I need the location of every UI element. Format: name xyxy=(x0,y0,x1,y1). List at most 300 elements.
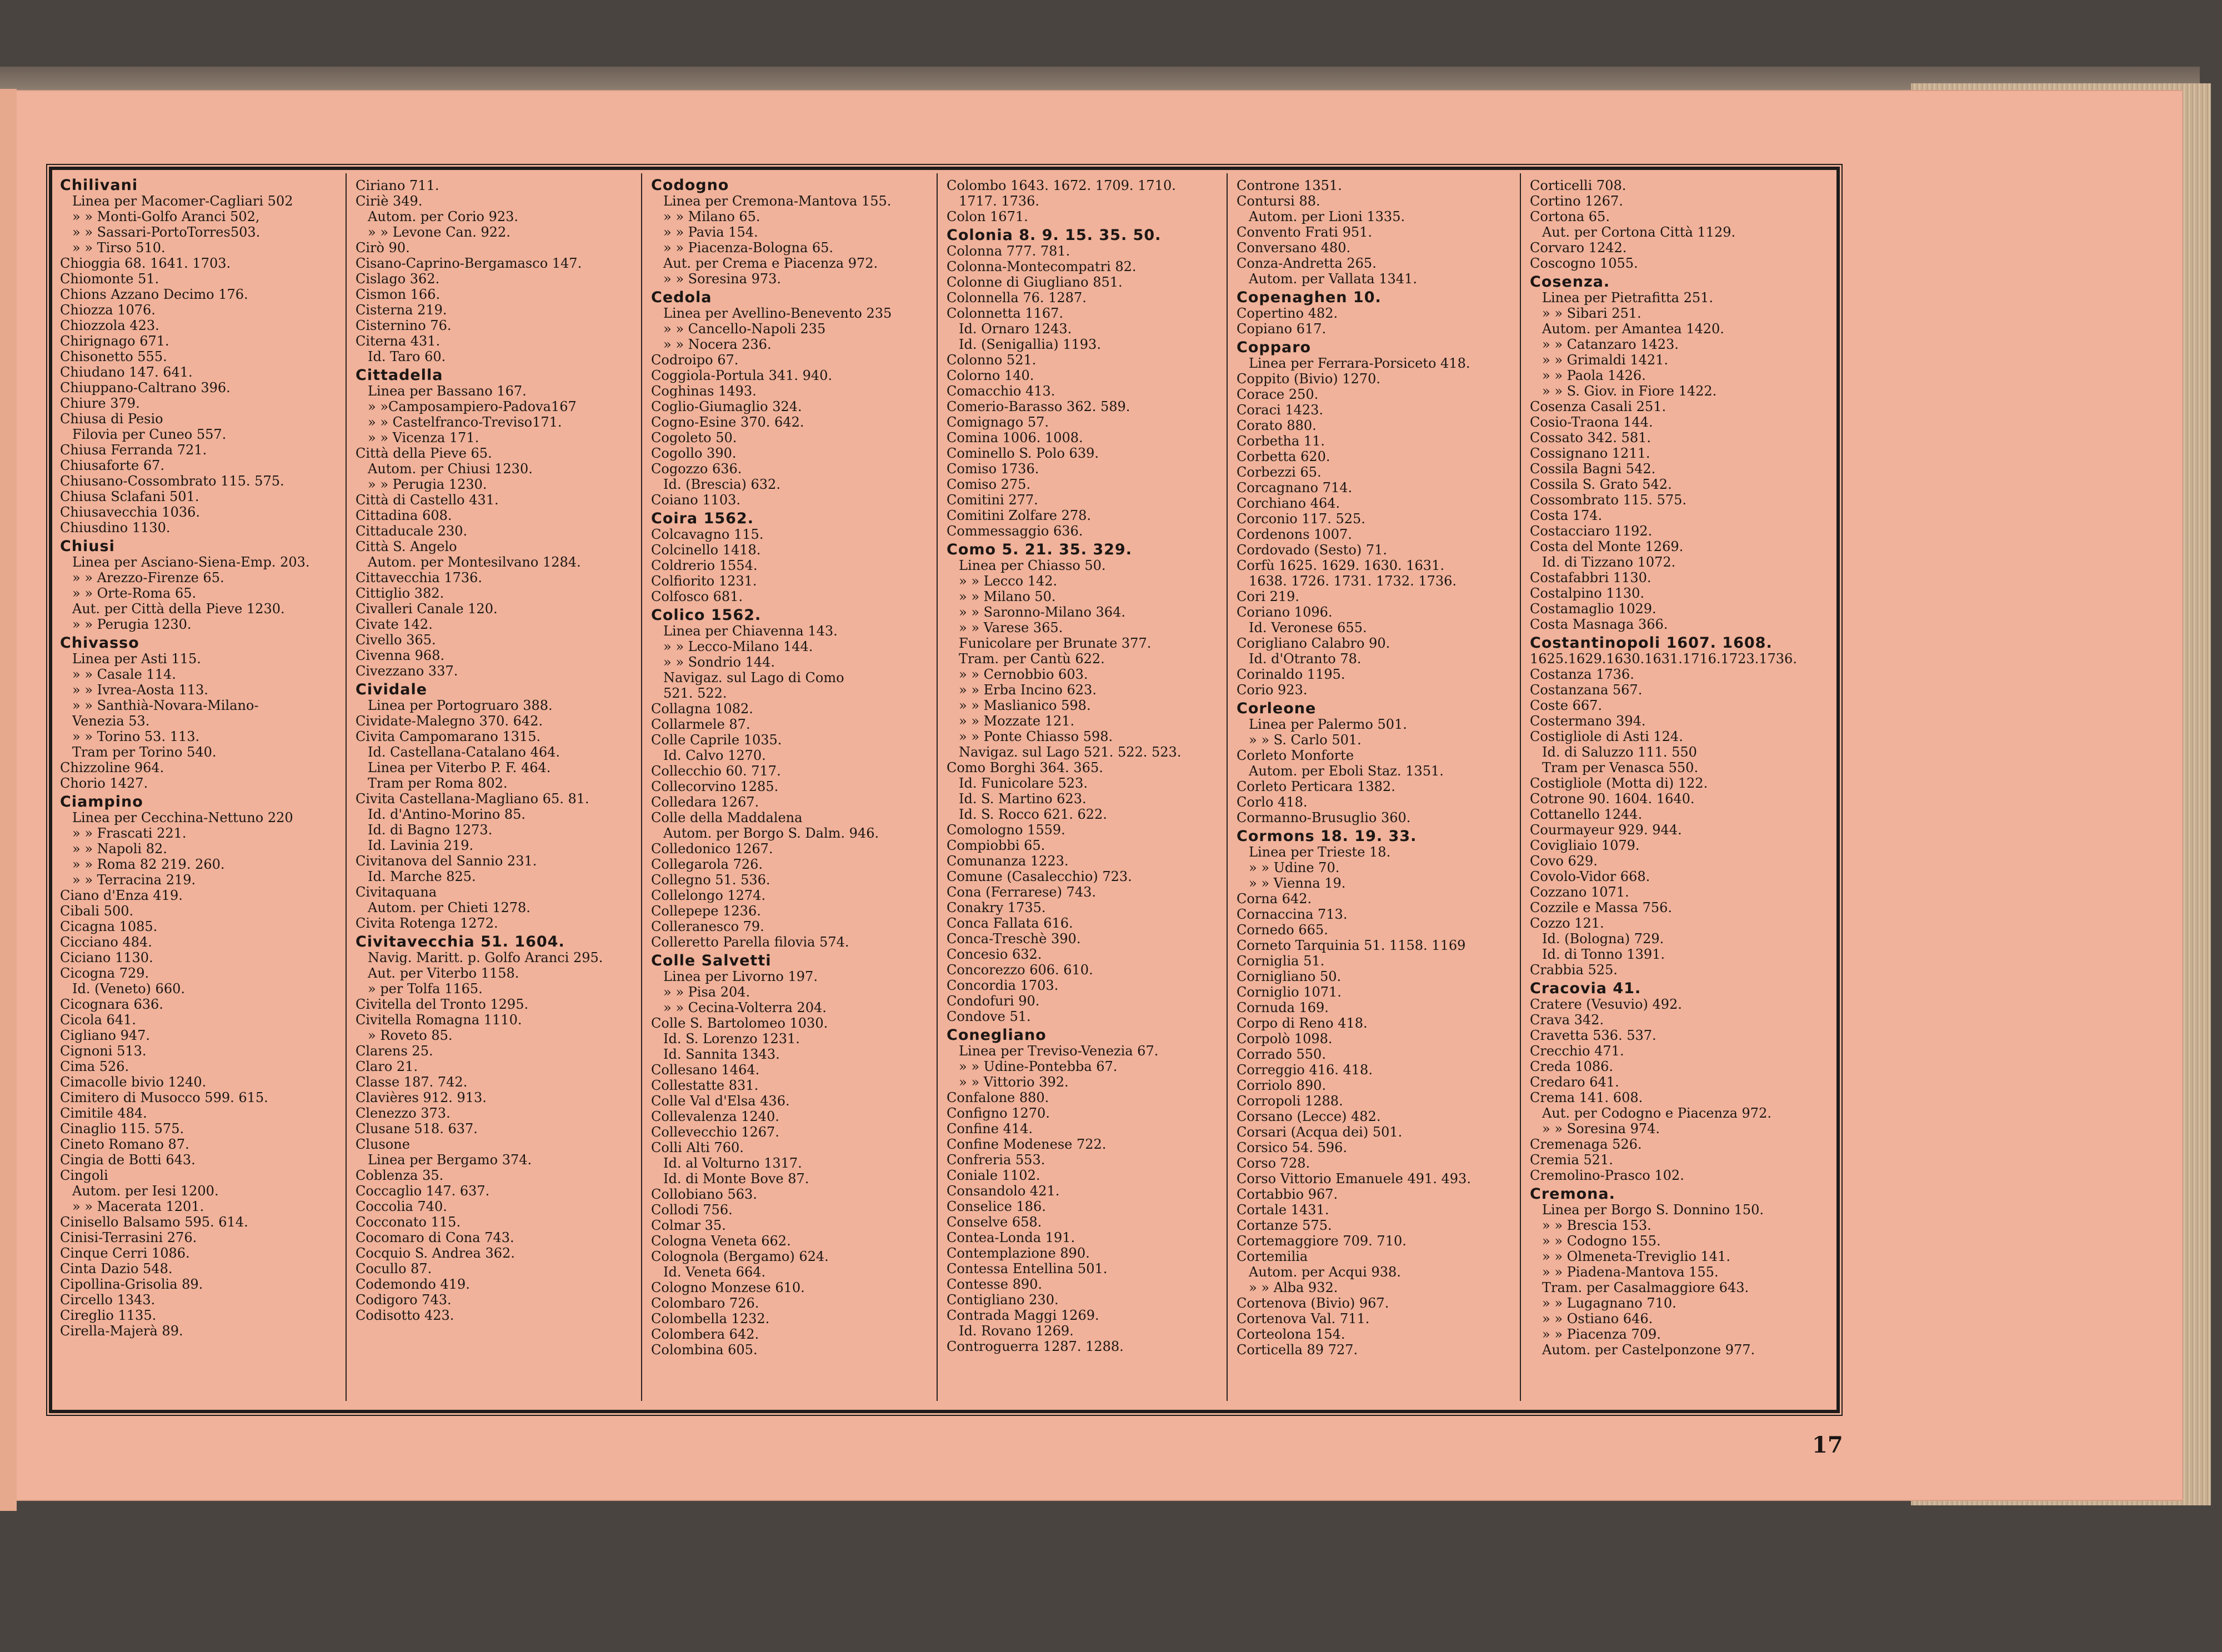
index-entry: Condofuri 90. xyxy=(947,993,1040,1009)
index-entry: Corriolo 890. xyxy=(1237,1078,1327,1093)
index-entry: Id. S. Lorenzo 1231. xyxy=(663,1031,800,1047)
index-entry: Circello 1343. xyxy=(60,1292,156,1308)
index-entry: Codigoro 743. xyxy=(356,1292,452,1308)
index-entry: Corna 642. xyxy=(1237,891,1312,907)
index-entry: » » Ponte Chiasso 598. xyxy=(959,729,1113,744)
index-heading: Chiusi xyxy=(60,538,115,555)
index-entry: Corigliano Calabro 90. xyxy=(1237,635,1390,651)
index-entry: Chiusaforte 67. xyxy=(60,458,165,473)
index-entry: Navig. Maritt. p. Golfo Aranci 295. xyxy=(368,950,603,965)
index-entry: Corsari (Acqua dei) 501. xyxy=(1237,1124,1403,1140)
index-entry: » » Udine-Pontebba 67. xyxy=(959,1059,1118,1074)
index-entry: » » Perugia 1230. xyxy=(368,477,487,492)
index-entry: Cimitile 484. xyxy=(60,1105,147,1121)
index-entry: Cotrone 90. 1604. 1640. xyxy=(1530,791,1695,807)
index-entry: Coppito (Bivio) 1270. xyxy=(1237,371,1380,387)
index-entry: Costa 174. xyxy=(1530,508,1603,523)
index-entry: Linea per Palermo 501. xyxy=(1249,717,1407,732)
index-entry: Id. Calvo 1270. xyxy=(663,748,766,763)
index-entry: Tram per Torino 540. xyxy=(72,744,217,760)
index-entry: Linea per Portogruaro 388. xyxy=(368,698,553,713)
index-entry: Civitella Romagna 1110. xyxy=(356,1012,522,1028)
index-entry: Cislago 362. xyxy=(356,271,440,287)
index-entry: Cologno Monzese 610. xyxy=(651,1280,805,1295)
index-entry: Corbetha 11. xyxy=(1237,433,1325,449)
page-number: 17 xyxy=(1812,1432,1843,1458)
index-entry: Conca-Treschè 390. xyxy=(947,931,1081,947)
index-entry: Cogollo 390. xyxy=(651,445,737,461)
index-entry: Cinque Cerri 1086. xyxy=(60,1245,190,1261)
index-entry: Chiudano 147. 641. xyxy=(60,364,193,380)
column-divider xyxy=(641,173,642,1401)
index-entry: Clusane 518. 637. xyxy=(356,1121,478,1137)
index-entry: » » Macerata 1201. xyxy=(72,1199,204,1214)
index-entry: » » Frascati 221. xyxy=(72,825,187,841)
index-heading: Conegliano xyxy=(947,1027,1047,1044)
index-entry: » Roveto 85. xyxy=(368,1028,453,1043)
index-entry: Coglio-Giumaglio 324. xyxy=(651,399,802,414)
index-entry: » » Sibari 251. xyxy=(1542,306,1642,321)
index-entry: Coblenza 35. xyxy=(356,1168,444,1183)
index-entry: Corticella 89 727. xyxy=(1237,1342,1358,1358)
index-entry: Coldrerio 1554. xyxy=(651,558,758,573)
index-entry: Cratere (Vesuvio) 492. xyxy=(1530,997,1682,1012)
index-entry: Corvaro 1242. xyxy=(1530,240,1627,256)
index-entry: Corpolò 1098. xyxy=(1237,1031,1333,1047)
index-entry: » » Arezzo-Firenze 65. xyxy=(72,570,224,585)
index-entry: 521. 522. xyxy=(663,685,727,701)
index-entry: Id. Ornaro 1243. xyxy=(959,321,1072,337)
index-entry: Controne 1351. xyxy=(1237,178,1342,193)
index-entry: Corropoli 1288. xyxy=(1237,1093,1343,1109)
index-entry: Costafabbri 1130. xyxy=(1530,570,1652,585)
index-entry: Conselice 186. xyxy=(947,1199,1046,1214)
index-heading: Cormons 18. 19. 33. xyxy=(1237,828,1417,845)
index-entry: Concordia 1703. xyxy=(947,978,1059,993)
index-entry: » » Vienna 19. xyxy=(1249,875,1346,891)
index-entry: » per Tolfa 1165. xyxy=(368,981,483,997)
index-entry: Citerna 431. xyxy=(356,333,441,349)
index-entry: Cinta Dazio 548. xyxy=(60,1261,173,1276)
index-entry: Autom. per Amantea 1420. xyxy=(1542,321,1724,337)
index-entry: Colombo 1643. 1672. 1709. 1710. xyxy=(947,178,1176,193)
index-entry: » » Pavia 154. xyxy=(663,224,758,240)
index-entry: Autom. per Borgo S. Dalm. 946. xyxy=(663,825,879,841)
index-entry: Collepepe 1236. xyxy=(651,903,761,919)
index-entry: Autom. per Acqui 938. xyxy=(1249,1264,1401,1280)
index-entry: » » Milano 65. xyxy=(663,209,760,224)
index-entry: Corleto Perticara 1382. xyxy=(1237,779,1395,794)
index-entry: 1717. 1736. xyxy=(959,193,1040,209)
index-entry: Aut. per Viterbo 1158. xyxy=(368,965,519,981)
index-entry: Corniglia 51. xyxy=(1237,953,1325,969)
index-entry: » » Erba Incino 623. xyxy=(959,682,1097,698)
index-entry: Civalleri Canale 120. xyxy=(356,601,498,617)
index-entry: Navigaz. sul Lago di Como xyxy=(663,670,844,685)
index-entry: Cittavecchia 1736. xyxy=(356,570,483,585)
index-entry: Chiusa Ferranda 721. xyxy=(60,442,207,458)
index-column-5 xyxy=(1229,173,1519,1401)
index-entry: Id. Rovano 1269. xyxy=(959,1323,1074,1339)
index-entry: Como Borghi 364. 365. xyxy=(947,760,1103,775)
index-entry: » » Ivrea-Aosta 113. xyxy=(72,682,208,698)
index-entry: Chiusdino 1130. xyxy=(60,520,171,535)
index-entry: Cirò 90. xyxy=(356,240,410,256)
index-entry: Cortemaggiore 709. 710. xyxy=(1237,1233,1407,1249)
index-heading: Coira 1562. xyxy=(651,510,754,527)
index-entry: » » Monti-Golfo Aranci 502, xyxy=(72,209,260,224)
index-entry: » » Terracina 219. xyxy=(72,872,196,888)
index-entry: Collarmele 87. xyxy=(651,717,750,732)
index-entry: Cocomaro di Cona 743. xyxy=(356,1230,514,1245)
index-entry: Corato 880. xyxy=(1237,418,1317,433)
index-entry: Crecchio 471. xyxy=(1530,1043,1624,1059)
index-entry: Cremia 521. xyxy=(1530,1152,1613,1168)
index-entry: Corniglianо 50. xyxy=(1237,969,1342,984)
index-entry: Cologna Veneta 662. xyxy=(651,1233,791,1249)
index-entry: Cicciano 484. xyxy=(60,934,152,950)
index-entry: Chiure 379. xyxy=(60,396,140,411)
index-entry: Conza-Andretta 265. xyxy=(1237,256,1377,271)
index-entry: Controguerra 1287. 1288. xyxy=(947,1339,1124,1354)
index-entry: Civitanova del Sannio 231. xyxy=(356,853,537,869)
index-heading: Copparo xyxy=(1237,339,1312,356)
index-entry: Cismon 166. xyxy=(356,287,441,302)
index-entry: Collecorvino 1285. xyxy=(651,779,779,794)
index-entry: Id. S. Rocco 621. 622. xyxy=(959,807,1107,822)
index-heading: Cosenza. xyxy=(1530,273,1610,291)
index-entry: » » Lecco-Milano 144. xyxy=(663,639,813,654)
index-entry: Conakry 1735. xyxy=(947,900,1046,915)
index-entry: Aut. per Cortona Città 1129. xyxy=(1542,224,1736,240)
index-entry: » » Lecco 142. xyxy=(959,573,1058,589)
index-entry: » » Varese 365. xyxy=(959,620,1063,635)
index-entry: Costalpino 1130. xyxy=(1530,585,1645,601)
index-entry: Corteolona 154. xyxy=(1237,1326,1345,1342)
index-entry: Linea per Cecchina-Nettuno 220 xyxy=(72,810,293,825)
index-entry: Chiusano-Cossombrato 115. 575. xyxy=(60,473,284,489)
index-entry: Autom. per Castelponzone 977. xyxy=(1542,1342,1755,1358)
index-entry: Comiso 275. xyxy=(947,477,1031,492)
index-entry: Id. Veronese 655. xyxy=(1249,620,1367,635)
index-entry: Cividate-Malegno 370. 642. xyxy=(356,713,543,729)
index-entry: Contrada Maggi 1269. xyxy=(947,1308,1099,1323)
index-entry: Covigliaio 1079. xyxy=(1530,838,1640,853)
index-entry: Linea per Livorno 197. xyxy=(663,969,818,984)
index-entry: Linea per Asti 115. xyxy=(72,651,201,667)
index-entry: » » Udine 70. xyxy=(1249,860,1340,875)
index-entry: Chiusavecchia 1036. xyxy=(60,504,200,520)
index-entry: Costanza 1736. xyxy=(1530,667,1634,682)
index-entry: Colonne di Giugliano 851. xyxy=(947,274,1123,290)
index-entry: Colmar 35. xyxy=(651,1218,726,1233)
index-entry: Id. di Tonno 1391. xyxy=(1542,947,1665,962)
index-entry: Comina 1006. 1008. xyxy=(947,430,1083,445)
index-entry: » » Casale 114. xyxy=(72,667,176,682)
index-entry: Chiusa di Pesio xyxy=(60,411,163,427)
index-entry: Colle della Maddalena xyxy=(651,810,803,825)
index-entry: Coraci 1423. xyxy=(1237,402,1324,418)
index-entry: Cornuda 169. xyxy=(1237,1000,1329,1015)
index-entry: Civita Castellana-Magliano 65. 81. xyxy=(356,791,589,807)
index-entry: Linea per Trieste 18. xyxy=(1249,844,1391,860)
index-entry: Civitella del Tronto 1295. xyxy=(356,997,529,1012)
index-entry: » » Levone Can. 922. xyxy=(368,224,511,240)
index-entry: Linea per Bassano 167. xyxy=(368,383,527,399)
index-entry: Linea per Macomer-Cagliari 502 xyxy=(72,193,293,209)
index-entry: » » Pisa 204. xyxy=(663,984,750,1000)
index-entry: Cimacolle bivio 1240. xyxy=(60,1074,207,1090)
index-entry: » » Alba 932. xyxy=(1249,1280,1338,1295)
index-entry: » » Maslianico 598. xyxy=(959,698,1091,713)
index-entry: » » Perugia 1230. xyxy=(72,617,192,632)
index-entry: Città S. Angelo xyxy=(356,539,457,554)
index-entry: Condove 51. xyxy=(947,1009,1031,1024)
index-entry: Colombina 605. xyxy=(651,1342,758,1358)
index-entry: Id. (Bologna) 729. xyxy=(1542,931,1664,947)
index-entry: Autom. per Eboli Staz. 1351. xyxy=(1249,763,1444,779)
index-entry: Contesse 890. xyxy=(947,1276,1043,1292)
index-entry: Tram per Roma 802. xyxy=(368,775,508,791)
index-entry: Tram. per Cantù 622. xyxy=(959,651,1105,667)
index-entry: Autom. per Corio 923. xyxy=(368,209,519,224)
index-entry: » » Roma 82 219. 260. xyxy=(72,857,225,872)
index-entry: Linea per Treviso-Venezia 67. xyxy=(959,1043,1159,1059)
index-entry: Corniglio 1071. xyxy=(1237,984,1342,1000)
index-entry: Conselve 658. xyxy=(947,1214,1042,1230)
index-entry: Aut. per Codogno e Piacenza 972. xyxy=(1542,1105,1771,1121)
index-entry: Compiobbi 65. xyxy=(947,838,1045,853)
index-entry: » » Cernobbio 603. xyxy=(959,667,1088,682)
index-entry: Corneto Tarquinia 51. 1158. 1169 xyxy=(1237,938,1466,953)
index-entry: 1638. 1726. 1731. 1732. 1736. xyxy=(1249,573,1457,589)
index-entry: Cicognara 636. xyxy=(60,997,163,1012)
index-entry: Città di Castello 431. xyxy=(356,492,499,508)
index-entry: Id. (Veneto) 660. xyxy=(72,981,185,997)
column-divider xyxy=(937,173,938,1401)
index-entry: Clarens 25. xyxy=(356,1043,433,1059)
index-entry: Cinisi-Terrasini 276. xyxy=(60,1230,197,1245)
index-entry: Cossila S. Grato 542. xyxy=(1530,477,1672,492)
index-entry: Colonna 777. 781. xyxy=(947,243,1070,259)
index-entry: Civenna 968. xyxy=(356,648,445,663)
index-entry: Collagna 1082. xyxy=(651,701,753,717)
index-entry: Concesio 632. xyxy=(947,947,1042,962)
index-entry: Corticelli 708. xyxy=(1530,178,1627,193)
index-heading: Chivasso xyxy=(60,634,139,652)
index-entry: Id. (Senigallia) 1193. xyxy=(959,337,1101,352)
index-entry: Comunanza 1223. xyxy=(947,853,1069,869)
index-entry: Cittadina 608. xyxy=(356,508,452,523)
index-entry: Claro 21. xyxy=(356,1059,418,1074)
column-divider xyxy=(1227,173,1228,1401)
index-entry: Cogoleto 50. xyxy=(651,430,737,445)
index-heading: Cividale xyxy=(356,681,428,698)
index-entry: Cozzile e Massa 756. xyxy=(1530,900,1673,915)
index-entry: Cicola 641. xyxy=(60,1012,136,1028)
index-entry: Cormanno-Brusuglio 360. xyxy=(1237,810,1411,825)
index-entry: Collecchio 60. 717. xyxy=(651,763,781,779)
index-entry: Costigliole di Asti 124. xyxy=(1530,729,1683,744)
index-entry: Cittiglio 382. xyxy=(356,585,444,601)
index-entry: Comiso 1736. xyxy=(947,461,1039,477)
index-entry: Corace 250. xyxy=(1237,387,1319,402)
index-entry: Colombaro 726. xyxy=(651,1295,759,1311)
index-entry: Linea per Avellino-Benevento 235 xyxy=(663,306,892,321)
index-entry: Colleretto Parella filovia 574. xyxy=(651,934,849,950)
index-entry: Credaro 641. xyxy=(1530,1074,1619,1090)
index-entry: Cori 219. xyxy=(1237,589,1300,604)
index-entry: Colonnetta 1167. xyxy=(947,306,1063,321)
index-entry: 1625.1629.1630.1631.1716.1723.1736. xyxy=(1530,651,1797,667)
index-entry: Corrado 550. xyxy=(1237,1047,1326,1062)
index-entry: Contigliano 230. xyxy=(947,1292,1059,1308)
index-entry: » » Vicenza 171. xyxy=(368,430,479,445)
index-entry: Corconio 117. 525. xyxy=(1237,511,1365,527)
index-column-1 xyxy=(52,173,344,1401)
index-entry: » » Grimaldi 1421. xyxy=(1542,352,1669,368)
index-entry: Copertino 482. xyxy=(1237,306,1338,321)
index-entry: Colonno 521. xyxy=(947,352,1037,368)
index-entry: Ciciano 1130. xyxy=(60,950,153,965)
index-entry: Copiano 617. xyxy=(1237,321,1327,337)
index-entry: Cordenons 1007. xyxy=(1237,527,1352,542)
index-entry: Chiozza 1076. xyxy=(60,302,156,318)
index-entry: Configno 1270. xyxy=(947,1105,1050,1121)
index-entry: Crava 342. xyxy=(1530,1012,1604,1028)
index-entry: Linea per Chiavenna 143. xyxy=(663,623,838,639)
index-entry: Id. di Bagno 1273. xyxy=(368,822,493,838)
index-entry: » » Piadena-Mantova 155. xyxy=(1542,1264,1719,1280)
index-entry: Funicolare per Brunate 377. xyxy=(959,635,1152,651)
index-entry: Cinaglio 115. 575. xyxy=(60,1121,184,1137)
index-entry: Id. di Tizzano 1072. xyxy=(1542,554,1676,570)
index-entry: Id. al Volturno 1317. xyxy=(663,1155,802,1171)
index-entry: Id. di Monte Bove 87. xyxy=(663,1171,809,1187)
index-entry: Clusone xyxy=(356,1137,410,1152)
index-column-3 xyxy=(643,173,935,1401)
index-entry: Collesano 1464. xyxy=(651,1062,760,1078)
index-entry: Id. Castellana-Catalano 464. xyxy=(368,744,560,760)
index-entry: Corfù 1625. 1629. 1630. 1631. xyxy=(1237,558,1444,573)
index-entry: » » Soresina 974. xyxy=(1542,1121,1660,1137)
index-entry: » » Nocera 236. xyxy=(663,337,772,352)
index-entry: Corsico 54. 596. xyxy=(1237,1140,1348,1155)
index-entry: Concorezzo 606. 610. xyxy=(947,962,1093,978)
index-entry: Cinisello Balsamo 595. 614. xyxy=(60,1214,248,1230)
index-entry: Collevalenza 1240. xyxy=(651,1109,779,1124)
index-entry: Autom. per Vallata 1341. xyxy=(1249,271,1417,287)
index-entry: Aut. per Città della Pieve 1230. xyxy=(72,601,285,617)
index-entry: Cossato 342. 581. xyxy=(1530,430,1651,445)
index-entry: Cozzo 121. xyxy=(1530,915,1604,931)
index-entry: Cocullo 87. xyxy=(356,1261,432,1276)
index-entry: Linea per Bergamo 374. xyxy=(368,1152,532,1168)
index-entry: Confreria 553. xyxy=(947,1152,1045,1168)
index-entry: Autom. per Iesi 1200. xyxy=(72,1183,219,1199)
index-entry: Collodi 756. xyxy=(651,1202,733,1218)
index-entry: Confine 414. xyxy=(947,1121,1033,1137)
index-entry: » » Piacenza 709. xyxy=(1542,1326,1661,1342)
index-entry: Collobiano 563. xyxy=(651,1187,757,1202)
index-entry: Consandolo 421. xyxy=(947,1183,1060,1199)
index-entry: Contemplazione 890. xyxy=(947,1245,1090,1261)
index-entry: Colle Val d'Elsa 436. xyxy=(651,1093,790,1109)
index-entry: » » Ostiano 646. xyxy=(1542,1311,1653,1326)
index-entry: Coiano 1103. xyxy=(651,492,741,508)
index-entry: Costermano 394. xyxy=(1530,713,1646,729)
index-heading: Codogno xyxy=(651,177,729,194)
index-entry: Cimitero di Musocco 599. 615. xyxy=(60,1090,268,1105)
index-entry: Cortanze 575. xyxy=(1237,1218,1332,1233)
index-entry: Creda 1086. xyxy=(1530,1059,1614,1074)
index-entry: » » Sondrio 144. xyxy=(663,654,775,670)
index-entry: Contessa Entellina 501. xyxy=(947,1261,1108,1276)
index-entry: Ciano d'Enza 419. xyxy=(60,888,183,903)
index-entry: Codemondo 419. xyxy=(356,1276,470,1292)
index-entry: Autom. per Montesilvano 1284. xyxy=(368,554,581,570)
index-entry: Coriano 1096. xyxy=(1237,604,1333,620)
index-entry: Linea per Ferrara-Porsiceto 418. xyxy=(1249,356,1470,371)
index-entry: Chiomonte 51. xyxy=(60,271,159,287)
index-entry: Corio 923. xyxy=(1237,682,1308,698)
index-entry: Comitini Zolfare 278. xyxy=(947,508,1092,523)
index-entry: » »Camposampiero-Padova167 xyxy=(368,399,577,414)
index-entry: Venezia 53. xyxy=(72,713,150,729)
index-entry: Cineto Romano 87. xyxy=(60,1137,189,1152)
index-entry: Cocquio S. Andrea 362. xyxy=(356,1245,515,1261)
index-entry: Conca Fallata 616. xyxy=(947,915,1073,931)
index-heading: Cremona. xyxy=(1530,1185,1615,1203)
index-entry: Cossombrato 115. 575. xyxy=(1530,492,1687,508)
index-entry: Linea per Borgo S. Donnino 150. xyxy=(1542,1202,1764,1218)
index-entry: Contea-Londa 191. xyxy=(947,1230,1075,1245)
index-entry: Filovia per Cuneo 557. xyxy=(72,427,227,442)
index-heading: Colonia 8. 9. 15. 35. 50. xyxy=(947,227,1162,244)
index-entry: Colle S. Bartolomeo 1030. xyxy=(651,1015,828,1031)
index-entry: Chirignago 671. xyxy=(60,333,169,349)
index-entry: Costa Masnaga 366. xyxy=(1530,617,1668,632)
index-entry: Collevecchio 1267. xyxy=(651,1124,779,1140)
index-entry: Covolo-Vidor 668. xyxy=(1530,869,1650,884)
index-entry: Cisterna 219. xyxy=(356,302,447,318)
index-entry: Corchiano 464. xyxy=(1237,495,1340,511)
index-column-6 xyxy=(1522,173,1833,1401)
index-entry: Crabbia 525. xyxy=(1530,962,1618,978)
index-entry: Autom. per Lioni 1335. xyxy=(1249,209,1405,224)
index-entry: Id. (Brescia) 632. xyxy=(663,477,780,492)
index-entry: Colcinello 1418. xyxy=(651,542,761,558)
index-entry: Colombella 1232. xyxy=(651,1311,770,1326)
index-entry: Cornaccina 713. xyxy=(1237,907,1348,922)
index-entry: » » S. Giov. in Fiore 1422. xyxy=(1542,383,1717,399)
index-entry: » » Brescia 153. xyxy=(1542,1218,1652,1233)
index-entry: Comignago 57. xyxy=(947,414,1049,430)
index-entry: Linea per Pietrafitta 251. xyxy=(1542,290,1714,306)
index-entry: Contursi 88. xyxy=(1237,193,1320,209)
index-heading: Chilivani xyxy=(60,177,138,194)
index-entry: Id. Taro 60. xyxy=(368,349,446,364)
index-entry: » » S. Carlo 501. xyxy=(1249,732,1362,748)
index-entry: Clenezzo 373. xyxy=(356,1105,451,1121)
index-entry: Civezzano 337. xyxy=(356,663,458,679)
index-entry: Colle Caprile 1035. xyxy=(651,732,782,748)
index-entry: Cibali 500. xyxy=(60,903,134,919)
index-heading: Cracovia 41. xyxy=(1530,980,1642,997)
index-entry: Id. d'Otranto 78. xyxy=(1249,651,1362,667)
index-entry: Crema 141. 608. xyxy=(1530,1090,1643,1105)
index-heading: Colico 1562. xyxy=(651,607,762,624)
